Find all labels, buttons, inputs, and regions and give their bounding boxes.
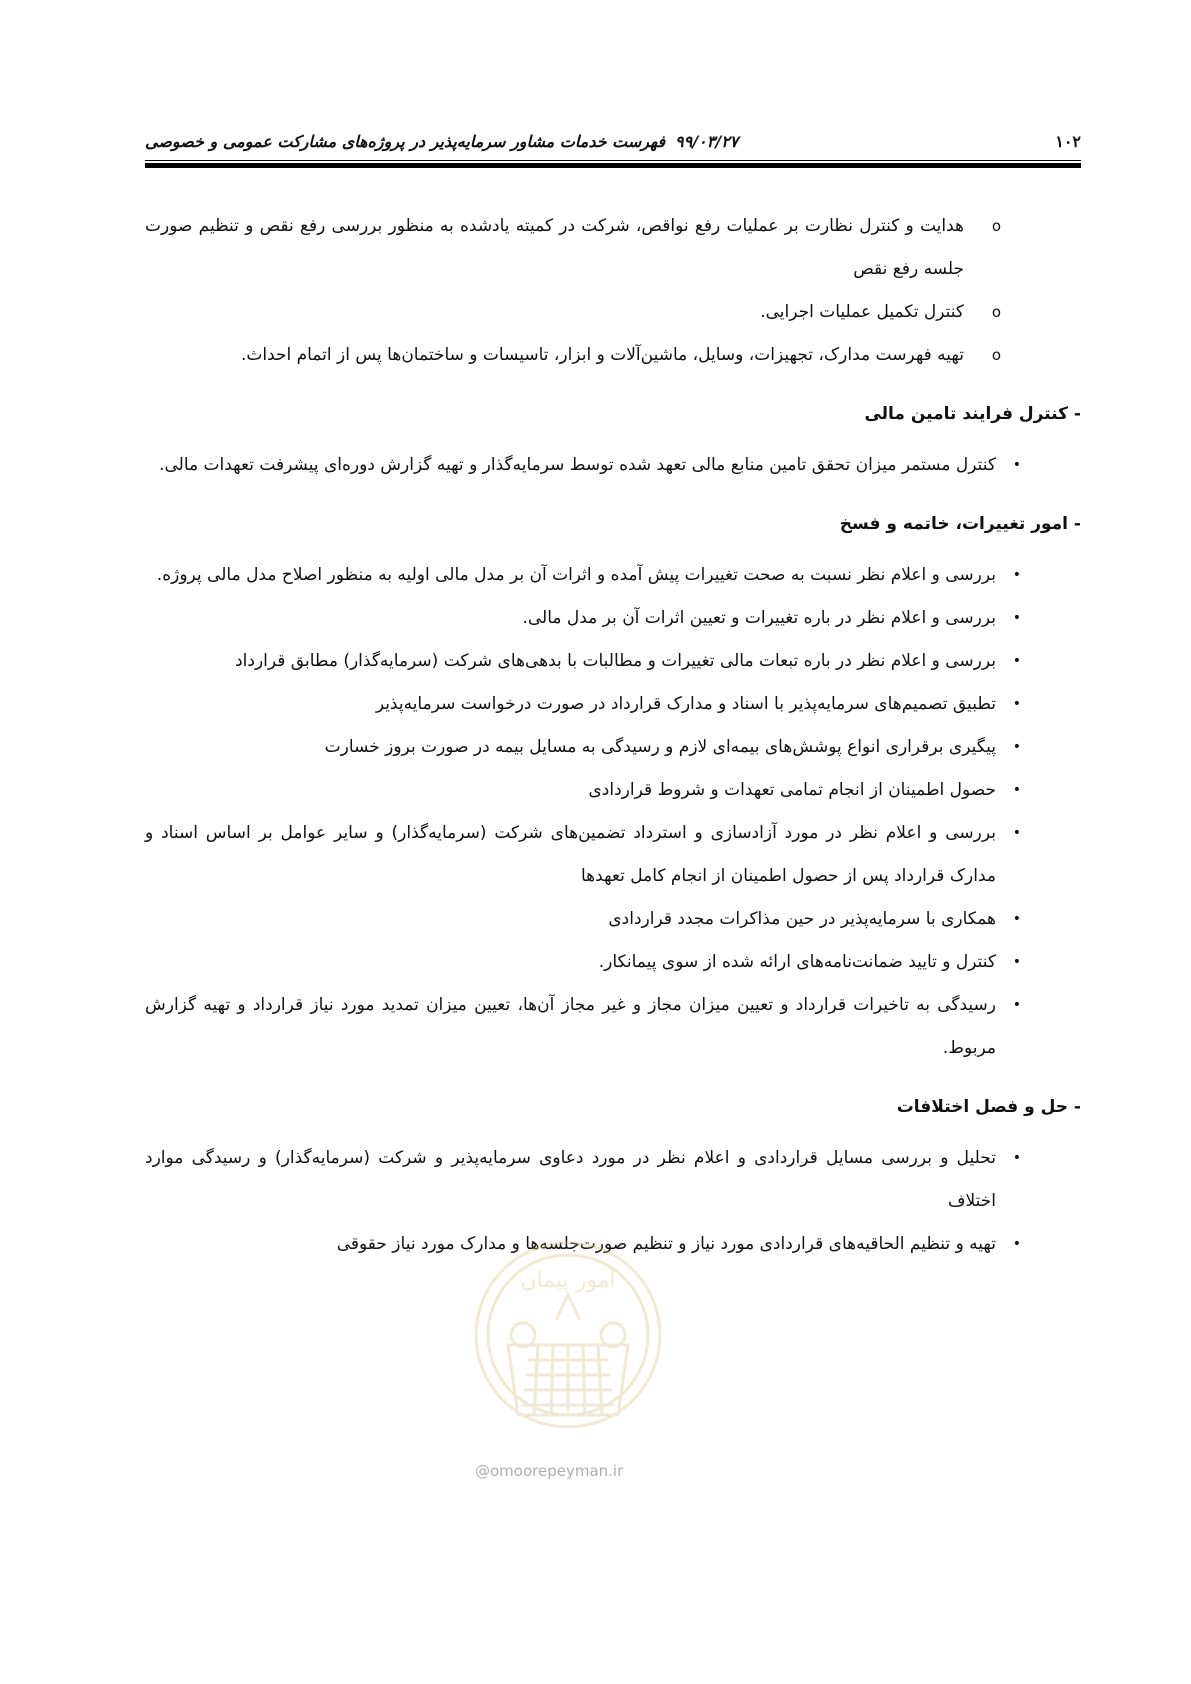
page-body bbox=[145, 205, 1081, 1280]
bullet-icon: • bbox=[1012, 653, 1021, 669]
bullet-icon: • bbox=[1012, 457, 1021, 473]
page-header bbox=[145, 128, 1081, 168]
bullet-item-text: کنترل مستمر میزان تحقق تامین منابع مالی تعهد شده توسط سرمایه‌گذار و تهیه گزارش دوره‌ای پیشرفت تعهدات مالی. bbox=[159, 455, 996, 475]
bullet-item bbox=[145, 1137, 1081, 1223]
bullet-item bbox=[145, 597, 1081, 640]
bullet-item-text: حصول اطمینان از انجام تمامی تعهدات و شروط قراردادی bbox=[588, 780, 996, 800]
bullet-item-text: پیگیری برقراری انواع پوشش‌های بیمه‌ای لازم و رسیدگی به مسایل بیمه در صورت بروز خسارت bbox=[324, 737, 996, 757]
bullet-item bbox=[145, 726, 1081, 769]
section-changes-termination bbox=[145, 503, 1081, 1070]
section-bullet-list bbox=[145, 554, 1081, 1070]
bullet-icon: • bbox=[1012, 696, 1021, 712]
bullet-item-text: تطبیق تصمیم‌های سرمایه‌پذیر با اسناد و مدارک قرارداد در صورت درخواست سرمایه‌پذیر bbox=[375, 694, 996, 714]
watermark-url: @omoorepeyman.ir bbox=[475, 1462, 624, 1480]
header-rule-thick bbox=[145, 163, 1081, 168]
bullet-icon: • bbox=[1012, 1150, 1021, 1166]
bullet-item bbox=[145, 941, 1081, 984]
bullet-item bbox=[145, 769, 1081, 812]
circle-bullet-icon: o bbox=[991, 346, 1001, 364]
bullet-item bbox=[145, 898, 1081, 941]
bullet-item bbox=[145, 984, 1081, 1070]
bullet-item bbox=[145, 683, 1081, 726]
sub-list-item bbox=[145, 291, 1081, 334]
bullet-item-text: بررسی و اعلام نظر در باره تغییرات و تعیین اثرات آن بر مدل مالی. bbox=[522, 608, 996, 628]
header-title: فهرست خدمات مشاور سرمایه‌پذیر در پروژه‌های مشارکت عمومی و خصوصی bbox=[145, 132, 666, 151]
sub-list-item-text: کنترل تکمیل عملیات اجرایی. bbox=[760, 302, 964, 322]
bullet-icon: • bbox=[1012, 782, 1021, 798]
bullet-item-text: بررسی و اعلام نظر نسبت به صحت تغییرات پیش آمده و اثرات آن بر مدل مالی اولیه به منظور اصلاح مدل مالی پروژه. bbox=[156, 565, 996, 585]
intro-sub-list bbox=[145, 205, 1081, 377]
circle-bullet-icon: o bbox=[991, 303, 1001, 321]
bullet-icon: • bbox=[1012, 954, 1021, 970]
bullet-item-text: تهیه و تنظیم الحاقیه‌های قراردادی مورد نیاز و تنظیم صورت‌جلسه‌ها و مدارک مورد نیاز حقوقی bbox=[336, 1234, 996, 1254]
bullet-item-text: همکاری با سرمایه‌پذیر در حین مذاکرات مجدد قراردادی bbox=[608, 909, 996, 929]
section-bullet-list bbox=[145, 444, 1081, 487]
bullet-icon: • bbox=[1012, 825, 1021, 841]
section-heading: - امور تغییرات، خاتمه و فسخ bbox=[839, 514, 1081, 534]
sub-list-item-text: تهیه فهرست مدارک، تجهیزات، وسایل، ماشین‌آلات و ابزار، تاسیسات و ساختمان‌ها پس از اتمام احداث. bbox=[240, 345, 964, 365]
watermark-seal bbox=[468, 1225, 668, 1455]
bullet-item bbox=[145, 554, 1081, 597]
page-number: ۱۰۲ bbox=[1055, 132, 1081, 151]
bullet-item-text: بررسی و اعلام نظر در باره تبعات مالی تغییرات و مطالبات با بدهی‌های شرکت (سرمایه‌گذار) مطابق قرارداد bbox=[235, 651, 996, 671]
sub-list-item-text: هدایت و کنترل نظارت بر عملیات رفع نواقص، شرکت در کمیته یادشده به منظور بررسی رفع نقص و تنظیم صورت جلسه رفع نقص bbox=[145, 216, 964, 279]
sub-list-item bbox=[145, 334, 1081, 377]
bullet-item-text: تحلیل و بررسی مسایل قراردادی و اعلام نظر در مورد دعاوی سرمایه‌پذیر و شرکت (سرمایه‌گذار) و رسیدگی موارد اختلاف bbox=[145, 1148, 996, 1211]
seal-text: امور پیمان bbox=[520, 1268, 616, 1293]
bullet-icon: • bbox=[1012, 567, 1021, 583]
bullet-icon: • bbox=[1012, 911, 1021, 927]
bullet-item-text: بررسی و اعلام نظر در مورد آزادسازی و استرداد تضمین‌های شرکت (سرمایه‌گذار) و سایر عوامل بر اساس اسناد و مدارک قرارداد پس از حصول اطمینان از انجام کامل تعهدها bbox=[145, 823, 996, 886]
circle-bullet-icon: o bbox=[991, 217, 1001, 235]
header-date: ۹۹/۰۳/۲۷ bbox=[675, 132, 739, 151]
section-heading: - حل و فصل اختلافات bbox=[896, 1097, 1081, 1117]
section-heading: - کنترل فرایند تامین مالی bbox=[864, 404, 1081, 424]
bullet-item bbox=[145, 444, 1081, 487]
bullet-icon: • bbox=[1012, 610, 1021, 626]
section-financing-control bbox=[145, 393, 1081, 487]
bullet-item-text: کنترل و تایید ضمانت‌نامه‌های ارائه شده از سوی پیمانکار. bbox=[598, 952, 996, 972]
bullet-item-text: رسیدگی به تاخیرات قرارداد و تعیین میزان مجاز و غیر مجاز آن‌ها، تعیین میزان تمدید مورد نیاز قرارداد و تهیه گزارش مربوط. bbox=[145, 995, 996, 1058]
bullet-icon: • bbox=[1012, 997, 1021, 1013]
bullet-item bbox=[145, 812, 1081, 898]
bullet-icon: • bbox=[1012, 739, 1021, 755]
seal-logo-icon bbox=[468, 1225, 668, 1455]
bullet-item bbox=[145, 640, 1081, 683]
sub-list-item bbox=[145, 205, 1081, 291]
bullet-icon: • bbox=[1012, 1236, 1021, 1252]
header-rule-thin bbox=[145, 160, 1081, 161]
